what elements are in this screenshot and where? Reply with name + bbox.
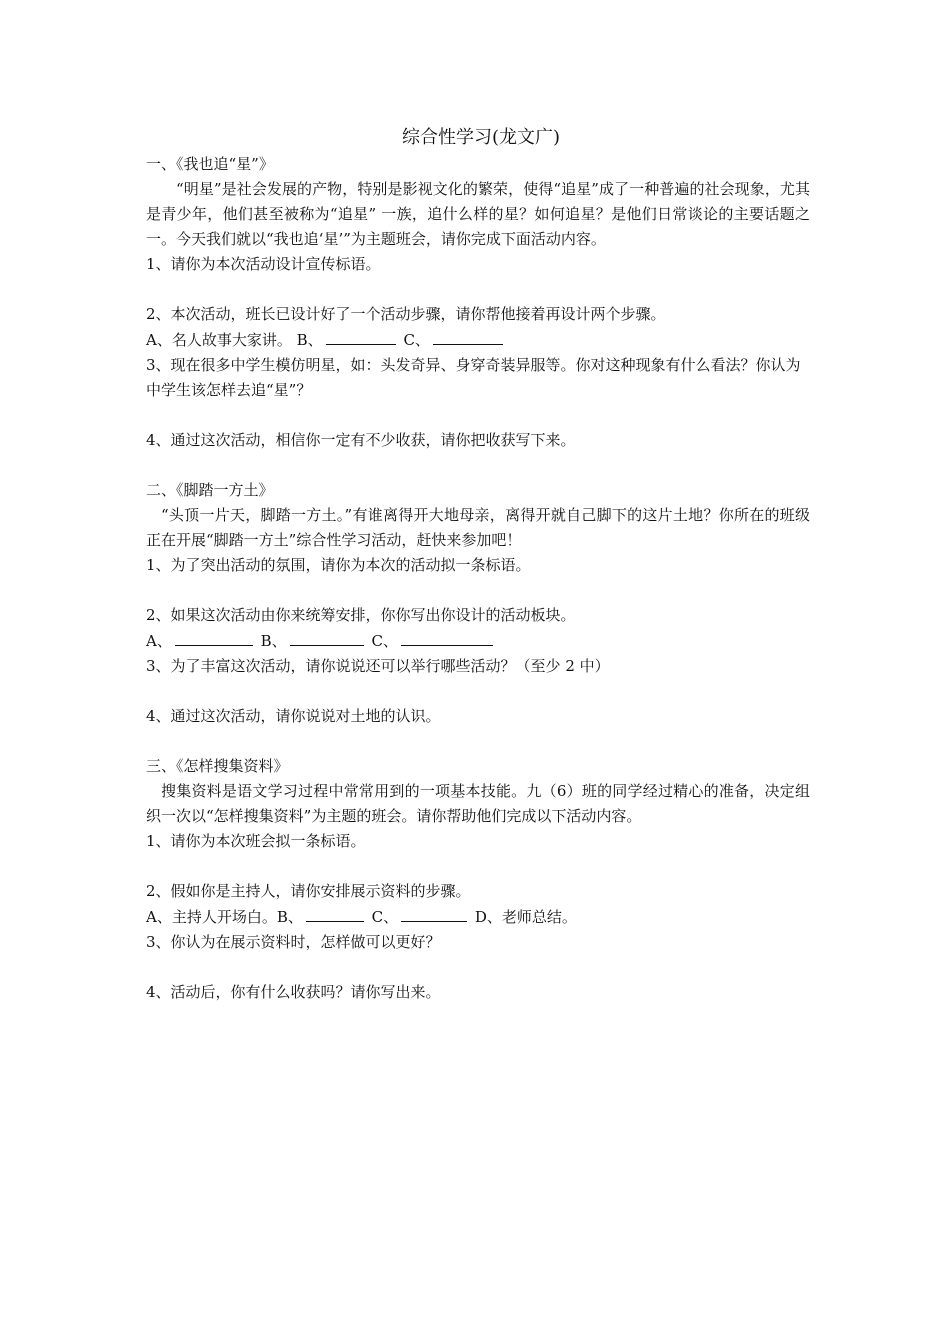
section-1-question-3: 3、现在很多中学生模仿明星，如：头发奇异、身穿奇装异服等。你对这种现象有什么看法？你认为中学生该怎样去追“星”？ [146, 356, 801, 399]
answer-space [146, 403, 810, 428]
answer-space [146, 277, 810, 302]
option-b-label: B、 [260, 632, 287, 650]
section-3-question-1: 1、请你为本次班会拟一条标语。 [146, 832, 366, 850]
section-3-question-4: 4、活动后，你有什么收获吗？请你写出来。 [146, 983, 441, 1001]
section-3-question-3: 3、你认为在展示资料时，怎样做可以更好？ [146, 933, 441, 951]
option-b-blank[interactable] [290, 628, 364, 646]
option-c-blank[interactable] [401, 628, 493, 646]
section-2-question-2: 2、如果这次活动由你来统筹安排，你你写出你设计的活动板块。 [146, 606, 576, 624]
section-1-question-2-options [146, 327, 810, 353]
section-1-heading: 一、《我也追“星”》 [146, 155, 274, 173]
document-title: 综合性学习(龙文广) [401, 127, 561, 148]
section-3-question-2-options [146, 904, 810, 930]
section-2-heading: 二、《脚踏一方土》 [146, 481, 274, 499]
section-2-intro: “头顶一片天，脚踏一方土。”有谁离得开大地母亲，离得开就自己脚下的这片土地？你所在的班级正在开展“脚踏一方土”综合性学习活动，赶快来参加吧！ [146, 506, 810, 549]
answer-space [146, 729, 810, 754]
option-a-blank[interactable] [175, 628, 253, 646]
answer-space [146, 955, 810, 980]
option-b-blank[interactable] [306, 904, 364, 922]
option-c-label: C、 [371, 632, 398, 650]
section-3-heading: 三、《怎样搜集资料》 [146, 757, 289, 775]
section-2-question-3: 3、为了丰富这次活动，请你说说还可以举行哪些活动？（至少 2 中） [146, 657, 610, 675]
answer-space [146, 854, 810, 879]
section-1-intro: “明星”是社会发展的产物，特别是影视文化的繁荣，使得“追星”成了一种普遍的社会现象，尤其是青少年，他们甚至被称为“追星” 一族，追什么样的星？如何追星？是他们日常谈论的主要话题之一。今天我们就以“我也追‘星’”为主题班会，请你完成下面活动内容。 [146, 180, 810, 248]
option-d-label: D、老师总结。 [474, 908, 577, 926]
section-1-question-2: 2、本次活动，班长已设计好了一个活动步骤，请你帮他接着再设计两个步骤。 [146, 305, 666, 323]
option-c-blank[interactable] [401, 904, 467, 922]
section-2-question-4: 4、通过这次活动，请你说说对土地的认识。 [146, 707, 441, 725]
section-3-question-2: 2、假如你是主持人，请你安排展示资料的步骤。 [146, 882, 471, 900]
option-c-blank[interactable] [433, 327, 503, 345]
option-c-label: C、 [371, 908, 399, 926]
option-a-label: A、名人故事大家讲。 [146, 331, 292, 349]
answer-space [146, 578, 810, 603]
answer-space [146, 453, 810, 478]
answer-space [146, 679, 810, 704]
option-a-b-label: A、主持人开场白。B、 [146, 908, 303, 926]
section-2-question-2-options [146, 628, 810, 654]
section-2-question-1: 1、为了突出活动的氛围，请你为本次的活动拟一条标语。 [146, 556, 531, 574]
option-b-label: B、 [296, 331, 323, 349]
document-content [146, 124, 810, 1005]
option-b-blank[interactable] [326, 327, 396, 345]
option-c-label: C、 [403, 331, 430, 349]
option-a-label: A、 [146, 632, 172, 650]
section-1-question-4: 4、通过这次活动，相信你一定有不少收获，请你把收获写下来。 [146, 431, 576, 449]
section-1-question-1: 1、请你为本次活动设计宣传标语。 [146, 255, 381, 273]
section-3-intro: 搜集资料是语文学习过程中常常用到的一项基本技能。九（6）班的同学经过精心的准备，决定组织一次以“怎样搜集资料”为主题的班会。请你帮助他们完成以下活动内容。 [146, 782, 810, 825]
